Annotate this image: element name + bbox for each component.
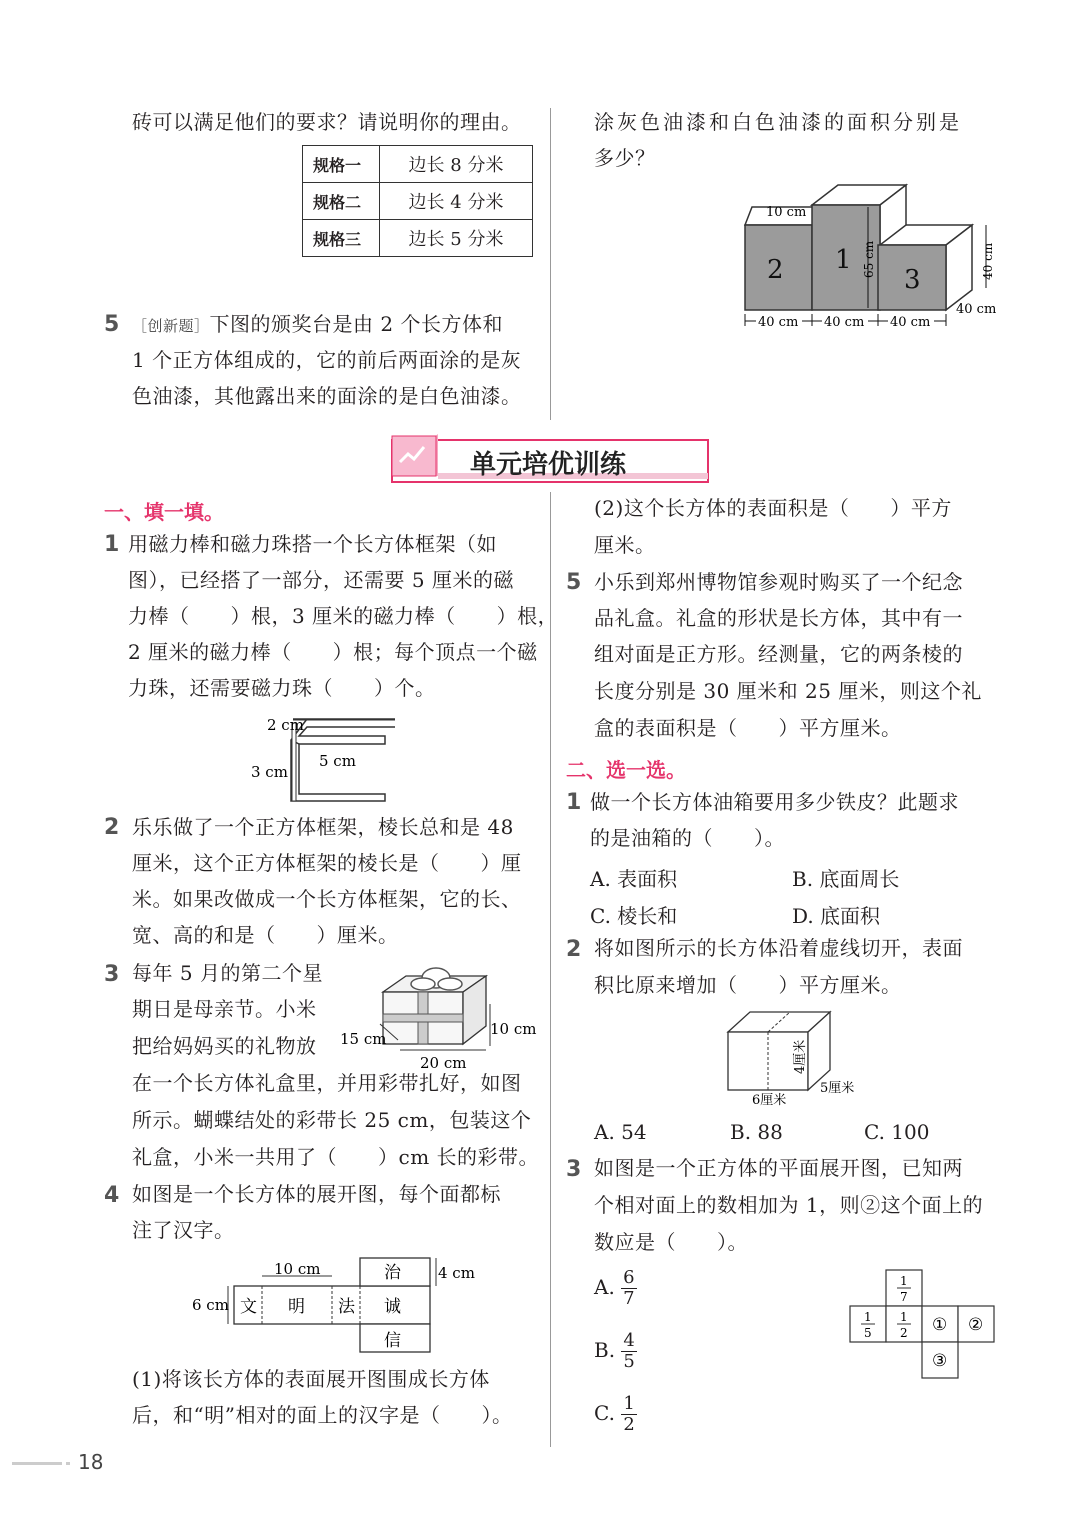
question-line: 所示。蝴蝶结处的彩带长 25 cm，包装这个 <box>132 1108 532 1132</box>
option-b[interactable]: B. 88 <box>730 1120 783 1144</box>
label-5cm: 5 cm <box>319 752 356 770</box>
net-top-den: 7 <box>900 1290 908 1304</box>
label-6cm: 6厘米 <box>752 1093 787 1108</box>
question-number: 3 <box>104 962 120 987</box>
podium-number-1: 1 <box>835 245 852 275</box>
question-number: 1 <box>566 790 582 815</box>
question-line: 厘米。 <box>594 533 656 557</box>
spec-value: 边长 4 分米 <box>380 183 533 220</box>
label-bottom-3: 40 cm <box>890 315 931 330</box>
spec-name: 规格二 <box>303 183 380 220</box>
fraction <box>621 1331 636 1372</box>
question-line: 将如图所示的长方体沿着虚线切开，表面 <box>594 936 963 960</box>
spec-value: 边长 5 分米 <box>380 220 533 257</box>
label-5cm: 5厘米 <box>820 1081 855 1096</box>
option-c[interactable] <box>594 1394 637 1435</box>
net-face-ming: 明 <box>288 1297 305 1317</box>
page-number-rule <box>12 1462 62 1465</box>
table-row <box>303 220 533 257</box>
option-c[interactable]: C. 棱长和 <box>590 904 678 928</box>
question-line: 个相对面上的数相加为 1，则②这个面上的 <box>594 1193 984 1217</box>
label-net-4cm: 4 cm <box>438 1264 475 1282</box>
question-line: 多少？ <box>594 146 656 170</box>
label-40cm-depth: 40 cm <box>956 302 997 317</box>
table-row <box>303 146 533 183</box>
denominator: 2 <box>623 1414 635 1435</box>
label-15cm: 15 cm <box>340 1030 387 1048</box>
net-face-xin: 信 <box>384 1331 401 1351</box>
question-line: 2 厘米的磁力棒（ ）根；每个顶点一个磁 <box>128 640 538 664</box>
question-line: 1 个正方体组成的，它的前后两面涂的是灰 <box>132 348 522 372</box>
section-title-choose: 二、选一选。 <box>566 758 686 782</box>
label-20cm: 20 cm <box>420 1054 467 1070</box>
option-a[interactable]: A. 表面积 <box>590 867 678 891</box>
net-left-num: 1 <box>864 1310 872 1324</box>
label-10cm: 10 cm <box>490 1020 537 1038</box>
question-line: 注了汉字。 <box>132 1218 235 1242</box>
podium-number-3: 3 <box>904 265 921 295</box>
question-line: 厘米，这个正方体框架的棱长是（ ）厘 <box>132 851 522 875</box>
net-face-fa: 法 <box>338 1297 355 1317</box>
spec-name: 规格一 <box>303 146 380 183</box>
question-number: 3 <box>566 1157 582 1182</box>
continued-text: 砖可以满足他们的要求？请说明你的理由。 <box>132 110 522 134</box>
gift-box-figure <box>338 962 538 1070</box>
question-line: 下图的颁奖台是由 2 个长方体和 <box>209 312 503 336</box>
column-divider-top <box>550 108 551 420</box>
question-line: 把给妈妈买的礼物放 <box>132 1034 317 1058</box>
question-line: 在一个长方体礼盒里，并用彩带扎好，如图 <box>132 1071 522 1095</box>
numerator: 1 <box>623 1393 635 1414</box>
net-face-cheng: 诚 <box>384 1297 401 1317</box>
question-line: 品礼盒。礼盒的形状是长方体，其中有一 <box>594 606 963 630</box>
option-label: B. <box>594 1338 616 1362</box>
net-face-zhi: 治 <box>384 1263 401 1283</box>
spec-name: 规格三 <box>303 220 380 257</box>
option-label: C. <box>594 1401 615 1425</box>
question-line: 期日是母亲节。小米 <box>132 997 317 1021</box>
question-number: 2 <box>104 815 120 840</box>
question-line: 的是油箱的（ ）。 <box>590 826 785 850</box>
question-line: 乐乐做了一个正方体框架，棱长总和是 48 <box>132 815 514 839</box>
option-b[interactable] <box>594 1331 637 1372</box>
net-circle-1: ① <box>932 1315 948 1335</box>
net-left-den: 5 <box>864 1326 872 1340</box>
cuboid-cut-figure <box>722 1006 872 1110</box>
label-bottom-2: 40 cm <box>824 315 865 330</box>
label-40cm-height: 40 cm <box>981 242 995 280</box>
question-line: 涂灰色油漆和白色油漆的面积分别是 <box>594 110 962 134</box>
question-line: 小乐到郑州博物馆参观时购买了一个纪念 <box>594 570 963 594</box>
question-line: 如图是一个长方体的展开图，每个面都标 <box>132 1182 501 1206</box>
question-line: 做一个长方体油箱要用多少铁皮？此题求 <box>590 790 959 814</box>
label-4cm: 4厘米 <box>793 1039 808 1074</box>
label-2cm: 2 cm <box>267 716 304 734</box>
magnet-frame-figure <box>245 710 395 806</box>
denominator: 5 <box>623 1351 635 1372</box>
option-b[interactable]: B. 底面周长 <box>792 867 900 891</box>
question-line: 力棒（ ）根，3 厘米的磁力棒（ ）根， <box>128 604 559 628</box>
question-tag: ［创新题］ <box>132 317 210 335</box>
net-top-num: 1 <box>900 1274 908 1288</box>
net-mid-num: 1 <box>900 1310 908 1324</box>
fraction <box>621 1268 636 1309</box>
question-line: 组对面是正方形。经测量，它的两条棱的 <box>594 642 963 666</box>
option-c[interactable]: C. 100 <box>864 1120 930 1144</box>
question-line: 宽、高的和是（ ）厘米。 <box>132 923 399 947</box>
question-line: 后，和“明”相对的面上的汉字是（ ）。 <box>132 1403 513 1427</box>
fraction <box>621 1394 636 1435</box>
question-line: 图），已经搭了一部分，还需要 5 厘米的磁 <box>128 568 514 592</box>
net-figure <box>188 1254 478 1354</box>
label-3cm: 3 cm <box>251 763 288 781</box>
question-line: 每年 5 月的第二个星 <box>132 961 323 985</box>
spec-table <box>302 145 533 257</box>
question-number: 5 <box>104 312 120 337</box>
net-circle-3: ③ <box>932 1351 948 1371</box>
net-circle-2: ② <box>968 1315 984 1335</box>
label-net-10cm: 10 cm <box>274 1260 321 1278</box>
question-line: 色油漆，其他露出来的面涂的是白色油漆。 <box>132 384 522 408</box>
page-number-dot <box>66 1462 70 1465</box>
numerator: 4 <box>623 1330 635 1351</box>
column-divider-bottom <box>550 492 551 1447</box>
page-number: 18 <box>78 1450 104 1474</box>
label-net-6cm: 6 cm <box>192 1296 229 1314</box>
question-line: (2)这个长方体的表面积是（ ）平方 <box>594 496 952 520</box>
question-number: 1 <box>104 532 120 557</box>
option-a[interactable] <box>594 1268 637 1309</box>
question-line: 如图是一个正方体的平面展开图，已知两 <box>594 1156 963 1180</box>
net-mid-den: 2 <box>900 1326 908 1340</box>
label-65cm: 65 cm <box>862 240 876 278</box>
cube-net-figure <box>848 1268 1000 1382</box>
question-line: 盒的表面积是（ ）平方厘米。 <box>594 716 902 740</box>
section-title-fill: 一、填一填。 <box>104 500 224 524</box>
question-line: 力珠，还需要磁力珠（ ）个。 <box>128 676 436 700</box>
question-line: 礼盒，小米一共用了（ ）cm 长的彩带。 <box>132 1145 540 1169</box>
spec-value: 边长 8 分米 <box>380 146 533 183</box>
question-number: 2 <box>566 937 582 962</box>
question-line: 数应是（ ）。 <box>594 1230 748 1254</box>
numerator: 6 <box>623 1267 635 1288</box>
podium-figure <box>740 180 1020 330</box>
question-line: 用磁力棒和磁力珠搭一个长方体框架（如 <box>128 532 497 556</box>
question-number: 4 <box>104 1183 120 1208</box>
denominator: 7 <box>623 1288 635 1309</box>
table-row <box>303 183 533 220</box>
question-line: 长度分别是 30 厘米和 25 厘米，则这个礼 <box>594 679 982 703</box>
question-line: (1)将该长方体的表面展开图围成长方体 <box>132 1367 490 1391</box>
podium-number-2: 2 <box>767 255 784 285</box>
option-a[interactable]: A. 54 <box>594 1120 647 1144</box>
banner-title: 单元培优训练 <box>470 450 627 480</box>
label-bottom-1: 40 cm <box>758 315 799 330</box>
net-face-wen: 文 <box>240 1297 257 1317</box>
question-number: 5 <box>566 570 582 595</box>
label-10cm: 10 cm <box>766 205 807 220</box>
option-d[interactable]: D. 底面积 <box>792 904 881 928</box>
question-text <box>132 306 503 344</box>
question-line: 米。如果改做成一个长方体框架，它的长、 <box>132 887 522 911</box>
option-label: A. <box>594 1275 615 1299</box>
question-line: 积比原来增加（ ）平方厘米。 <box>594 973 902 997</box>
